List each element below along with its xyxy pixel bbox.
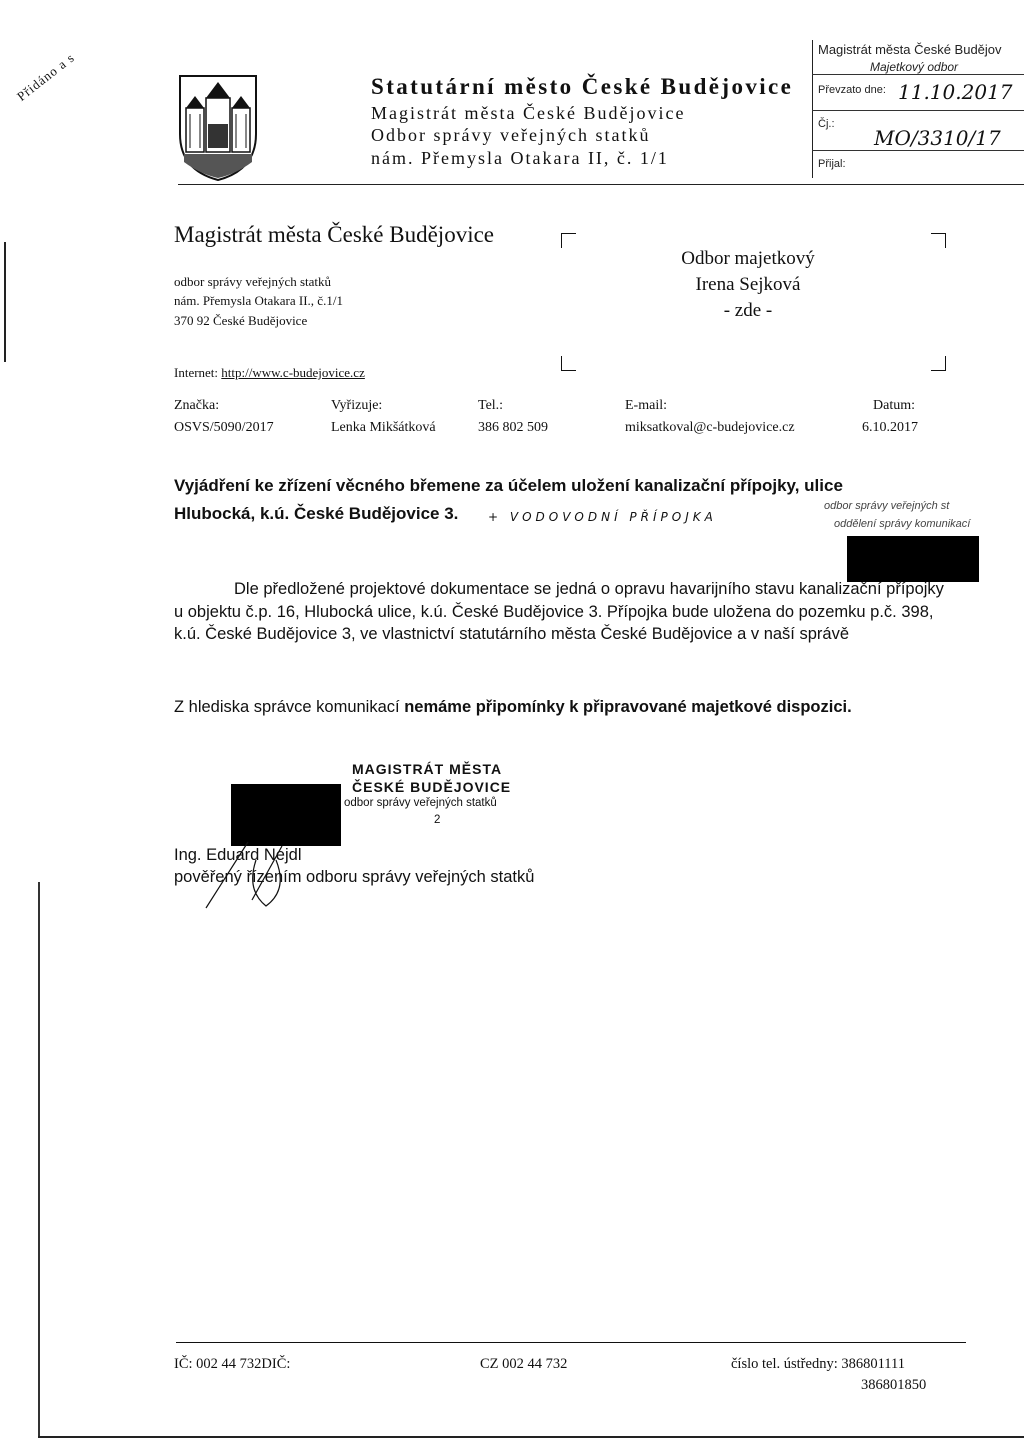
datum-label: Datum: (873, 398, 915, 413)
sender-name: Magistrát města České Budějovice (174, 222, 495, 247)
header-line1: Magistrát města České Budějovice (371, 103, 686, 123)
registry-stamp-line2: Majetkový odbor (870, 60, 959, 74)
registry-stamp-line1: Magistrát města České Budějov (818, 42, 1002, 57)
internet-label: Internet: (174, 365, 219, 380)
right-stamp-line1: odbor správy veřejných st (824, 500, 950, 512)
bottom-border (38, 1436, 1024, 1438)
handwritten-note: + VODOVODNÍ PŘÍPOJKA (488, 510, 717, 524)
datum-value: 6.10.2017 (862, 420, 918, 435)
footer-phone2: 386801850 (861, 1377, 927, 1393)
city-crest-logo (176, 74, 260, 182)
email-label: E-mail: (625, 398, 667, 413)
footer-phone: číslo tel. ústředny: 386801111 (731, 1356, 905, 1372)
recipient-note: - zde - (723, 300, 773, 321)
signature-redaction (231, 784, 341, 846)
handwritten-signature (196, 840, 306, 910)
margin-mark (4, 242, 6, 362)
signatory-name: Ing. Eduard Nejdl (174, 846, 302, 864)
header-line2: Odbor správy veřejných statků (371, 125, 651, 145)
recipient-person: Irena Sejková (695, 274, 801, 295)
tel-label: Tel.: (478, 398, 504, 413)
left-border (38, 882, 40, 1437)
internet-row (174, 365, 365, 381)
conclusion-prefix: Z hlediska správce komunikací (174, 698, 405, 716)
received-date: 11.10.2017 (898, 80, 1013, 104)
vyrizuje-label: Vyřizuje: (331, 398, 383, 413)
subject-line1: Vyjádření ke zřízení věcného břemene za účelem uložení kanalizační přípojky, ulice (174, 476, 843, 495)
reference-number: MO/3310/17 (874, 126, 1001, 150)
center-stamp-line3: odbor správy veřejných statků (344, 797, 497, 809)
header-line3: nám. Přemysla Otakara II, č. 1/1 (371, 148, 669, 168)
window-corner-tl (561, 233, 576, 248)
footer-divider (176, 1342, 966, 1343)
center-stamp-line4: 2 (434, 814, 441, 826)
window-corner-br (931, 356, 946, 371)
sender-address2: 370 92 České Budějovice (174, 313, 308, 328)
center-stamp-line2: ČESKÉ BUDĚJOVICE (352, 779, 512, 795)
tel-value: 386 802 509 (478, 420, 548, 435)
accepted-label: Přijal: (818, 158, 846, 170)
right-stamp-line2: oddělení správy komunikací (834, 518, 971, 530)
znacka-label: Značka: (174, 398, 220, 413)
vyrizuje-value: Lenka Mikšátková (331, 420, 436, 435)
received-label: Převzato dne: (818, 84, 886, 96)
subject-line2: Hlubocká, k.ú. České Budějovice 3. (174, 504, 459, 523)
footer-dic: CZ 002 44 732 (480, 1356, 568, 1372)
sender-address1: nám. Přemysla Otakara II., č.1/1 (174, 293, 343, 308)
footer-ico: IČ: 002 44 732DIČ: (174, 1356, 291, 1372)
conclusion-bold: nemáme připomínky k připravované majetkové dispozici. (404, 698, 852, 716)
body-paragraph: Dle předložené projektové dokumentace se jedná o opravu havarijního stavu kanalizační přípojky u objektu č.p. 16, Hlubocká ulice, k.ú. České Budějovice 3. Přípojka bude uložena do pozemku p.č. 398, k.ú. České Budějovice 3, ve vlastnictví statutárního města České Budějovice a v naší správě (174, 580, 944, 643)
header-title: Statutární město České Budějovice (371, 74, 794, 99)
center-stamp-line1: MAGISTRÁT MĚSTA (352, 761, 503, 777)
email-value[interactable]: miksatkoval@c-budejovice.cz (625, 420, 795, 435)
registry-stamp (812, 40, 1024, 178)
window-corner-tr (931, 233, 946, 248)
internet-link[interactable]: http://www.c-budejovice.cz (221, 365, 365, 380)
corner-stamp-text: Přidáno a s (14, 49, 78, 104)
header-divider (178, 184, 1024, 185)
redaction-box (847, 536, 979, 582)
signatory-position: pověřený řízením odboru správy veřejných statků (174, 868, 535, 886)
window-corner-bl (561, 356, 576, 371)
recipient-dept: Odbor majetkový (681, 248, 815, 269)
conclusion (174, 698, 852, 717)
reference-label: Čj.: (818, 118, 835, 130)
znacka-value: OSVS/5090/2017 (174, 420, 274, 435)
sender-dept: odbor správy veřejných statků (174, 274, 332, 289)
